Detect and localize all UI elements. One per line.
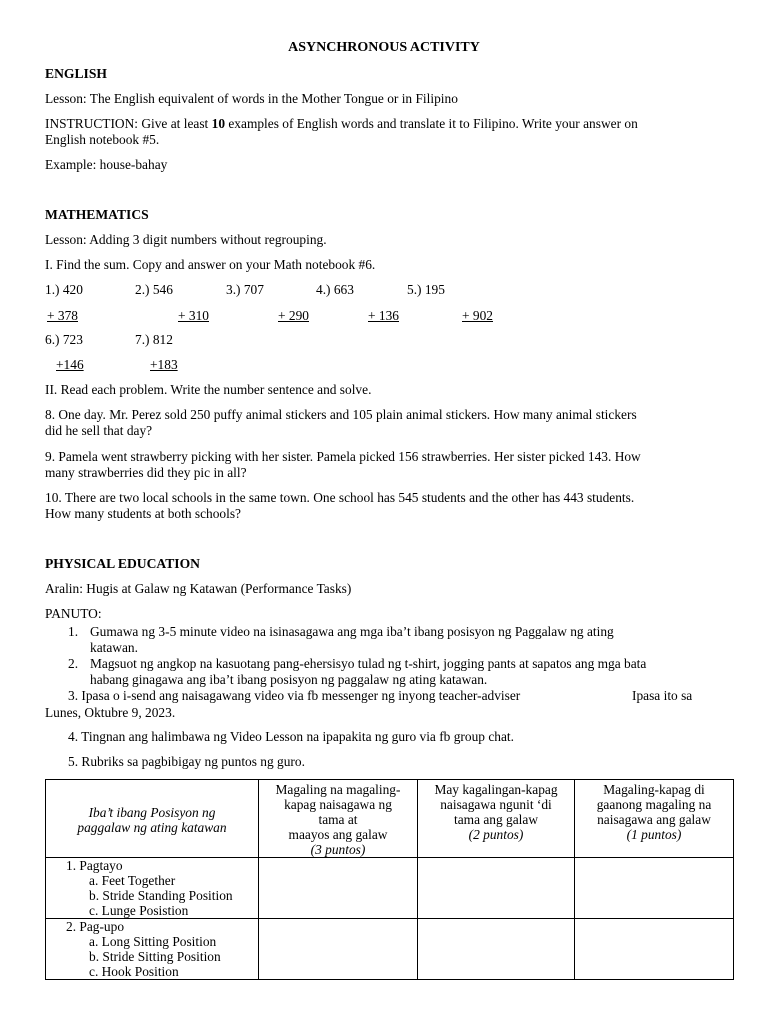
rubric-cell-pagtayo-3 <box>259 858 418 919</box>
math-heading: MATHEMATICS <box>45 207 149 222</box>
rubric-row-pagtayo-label <box>46 858 259 919</box>
rubric-row-pag-upo-title: 2. Pag-upo <box>66 919 125 934</box>
rubric-header-2-points <box>418 780 575 858</box>
math-lesson: Lesson: Adding 3 digit numbers without regrouping. <box>45 232 327 247</box>
english-example: Example: house-bahay <box>45 157 168 172</box>
question-8-line2: did he sell that day? <box>45 423 153 438</box>
pe-item2-line1: Magsuot ng angkop na kasuotang pang-ehersisyo tulad ng t-shirt, jogging pants at sapatos ang mga bata <box>90 656 647 671</box>
rubric-cell-pag-upo-1 <box>575 919 734 980</box>
rubric-row-pagtayo-item-c: c. Lunge Posistion <box>89 903 189 918</box>
pe-panuto: PANUTO: <box>45 606 102 621</box>
rubric-cell-pagtayo-1 <box>575 858 734 919</box>
problem-5-label: 5.) 195 <box>407 282 445 297</box>
rubric-row-pagtayo-item-b: b. Stride Standing Position <box>89 888 233 903</box>
question-9-line2: many strawberries did they pic in all? <box>45 465 247 480</box>
rubric-cell-pagtayo-2 <box>418 858 575 919</box>
math-part1: I. Find the sum. Copy and answer on your Math notebook #6. <box>45 257 376 272</box>
english-instruction <box>45 116 638 132</box>
instruction-number: 10 <box>211 116 226 131</box>
page-title: ASYNCHRONOUS ACTIVITY <box>288 40 480 55</box>
rubric-header-1-line1: Magaling-kapag di <box>603 782 705 797</box>
pe-item1-line1: Gumawa ng 3-5 minute video na isinasagawa ang mga iba’t ibang posisyon ng Paggalaw ng ating <box>90 624 614 639</box>
rubric-header-3-points-label: (3 puntos) <box>310 842 366 857</box>
rubric-row-pagtayo <box>46 858 734 919</box>
rubric-header-3-line1: Magaling na magaling- <box>275 782 401 797</box>
rubric-header-3-line2: kapag naisagawa ng <box>284 797 392 812</box>
problem-7-addend: +183 <box>150 357 178 372</box>
problem-4-label: 4.) 663 <box>316 282 354 297</box>
rubric-row-pagtayo-title: 1. Pagtayo <box>66 858 123 873</box>
rubric-header-2-line2: naisagawa ngunit ‘di <box>440 797 552 812</box>
english-heading: ENGLISH <box>45 66 107 81</box>
problem-6-label: 6.) 723 <box>45 332 83 347</box>
problem-3-label: 3.) 707 <box>226 282 264 297</box>
rubric-row-pagtayo-item-a: a. Feet Together <box>89 873 176 888</box>
rubric-row-pag-upo-item-c: c. Hook Position <box>89 964 179 979</box>
english-instruction-line2: English notebook #5. <box>45 132 160 147</box>
math-part2: II. Read each problem. Write the number sentence and solve. <box>45 382 372 397</box>
rubric-header-positions-line1: Iba’t ibang Posisyon ng <box>88 804 216 820</box>
instruction-prefix: INSTRUCTION: Give at least <box>45 116 212 131</box>
rubric-header-1-line3: naisagawa ang galaw <box>597 812 711 827</box>
rubric-header-2-line1: May kagalingan-kapag <box>434 782 558 797</box>
pe-item3-line2: Lunes, Oktubre 9, 2023. <box>45 705 176 720</box>
rubric-cell-pag-upo-3 <box>259 919 418 980</box>
rubric-header-1-line2: gaanong magaling na <box>596 797 712 812</box>
problem-3-addend: + 290 <box>278 308 309 323</box>
rubric-header-2-line3: tama ang galaw <box>453 812 539 827</box>
problem-7-label: 7.) 812 <box>135 332 173 347</box>
rubric-header-row <box>46 780 734 858</box>
pe-item1-line2: katawan. <box>90 640 138 655</box>
rubric-row-pag-upo-label <box>46 919 259 980</box>
rubric-header-1-points-label: (1 puntos) <box>626 827 682 842</box>
problem-6-addend: +146 <box>56 357 84 372</box>
pe-item2-line2: habang ginagawa ang iba’t ibang posisyon ng paggalaw ng ating katawan. <box>90 672 488 687</box>
rubric-header-2-points-label: (2 puntos) <box>468 827 524 842</box>
question-9-line1: 9. Pamela went strawberry picking with her sister. Pamela picked 156 strawberries. Her sister picked 143. How <box>45 449 641 464</box>
rubric-table <box>45 779 734 980</box>
rubric-header-positions <box>46 780 259 858</box>
rubric-row-pag-upo-item-a: a. Long Sitting Position <box>89 934 217 949</box>
question-10-line1: 10. There are two local schools in the same town. One school has 545 students and the other has 443 students. <box>45 490 635 505</box>
pe-item1-number: 1. <box>68 624 79 639</box>
pe-item3-line1: 3. Ipasa o i-send ang naisagawang video via fb messenger ng inyong teacher-adviser <box>68 688 521 703</box>
rubric-header-1-points <box>575 780 734 858</box>
problem-2-label: 2.) 546 <box>135 282 173 297</box>
pe-heading: PHYSICAL EDUCATION <box>45 556 200 571</box>
rubric-header-positions-line2: paggalaw ng ating katawan <box>77 819 227 835</box>
problem-2-addend: + 310 <box>178 308 209 323</box>
pe-aralin: Aralin: Hugis at Galaw ng Katawan (Performance Tasks) <box>45 581 352 596</box>
problem-4-addend: + 136 <box>368 308 399 323</box>
problem-1-label: 1.) 420 <box>45 282 83 297</box>
problem-5-addend: + 902 <box>462 308 493 323</box>
rubric-header-3-points <box>259 780 418 858</box>
problem-1-addend: + 378 <box>47 308 78 323</box>
rubric-header-3-line3: tama at <box>318 812 358 827</box>
rubric-header-3-line4: maayos ang galaw <box>288 827 388 842</box>
rubric-row-pag-upo <box>46 919 734 980</box>
rubric-cell-pag-upo-2 <box>418 919 575 980</box>
pe-item5: 5. Rubriks sa pagbibigay ng puntos ng guro. <box>68 754 305 769</box>
english-lesson: Lesson: The English equivalent of words in the Mother Tongue or in Filipino <box>45 91 458 106</box>
question-10-line2: How many students at both schools? <box>45 506 242 521</box>
instruction-suffix: examples of English words and translate it to Filipino. Write your answer on <box>225 116 638 131</box>
pe-item3-line1-end: Ipasa ito sa <box>632 688 693 703</box>
rubric-row-pag-upo-item-b: b. Stride Sitting Position <box>89 949 221 964</box>
pe-item4: 4. Tingnan ang halimbawa ng Video Lesson na ipapakita ng guro via fb group chat. <box>68 729 514 744</box>
pe-item2-number: 2. <box>68 656 79 671</box>
question-8-line1: 8. One day. Mr. Perez sold 250 puffy animal stickers and 105 plain animal stickers. How many animal stickers <box>45 407 637 422</box>
